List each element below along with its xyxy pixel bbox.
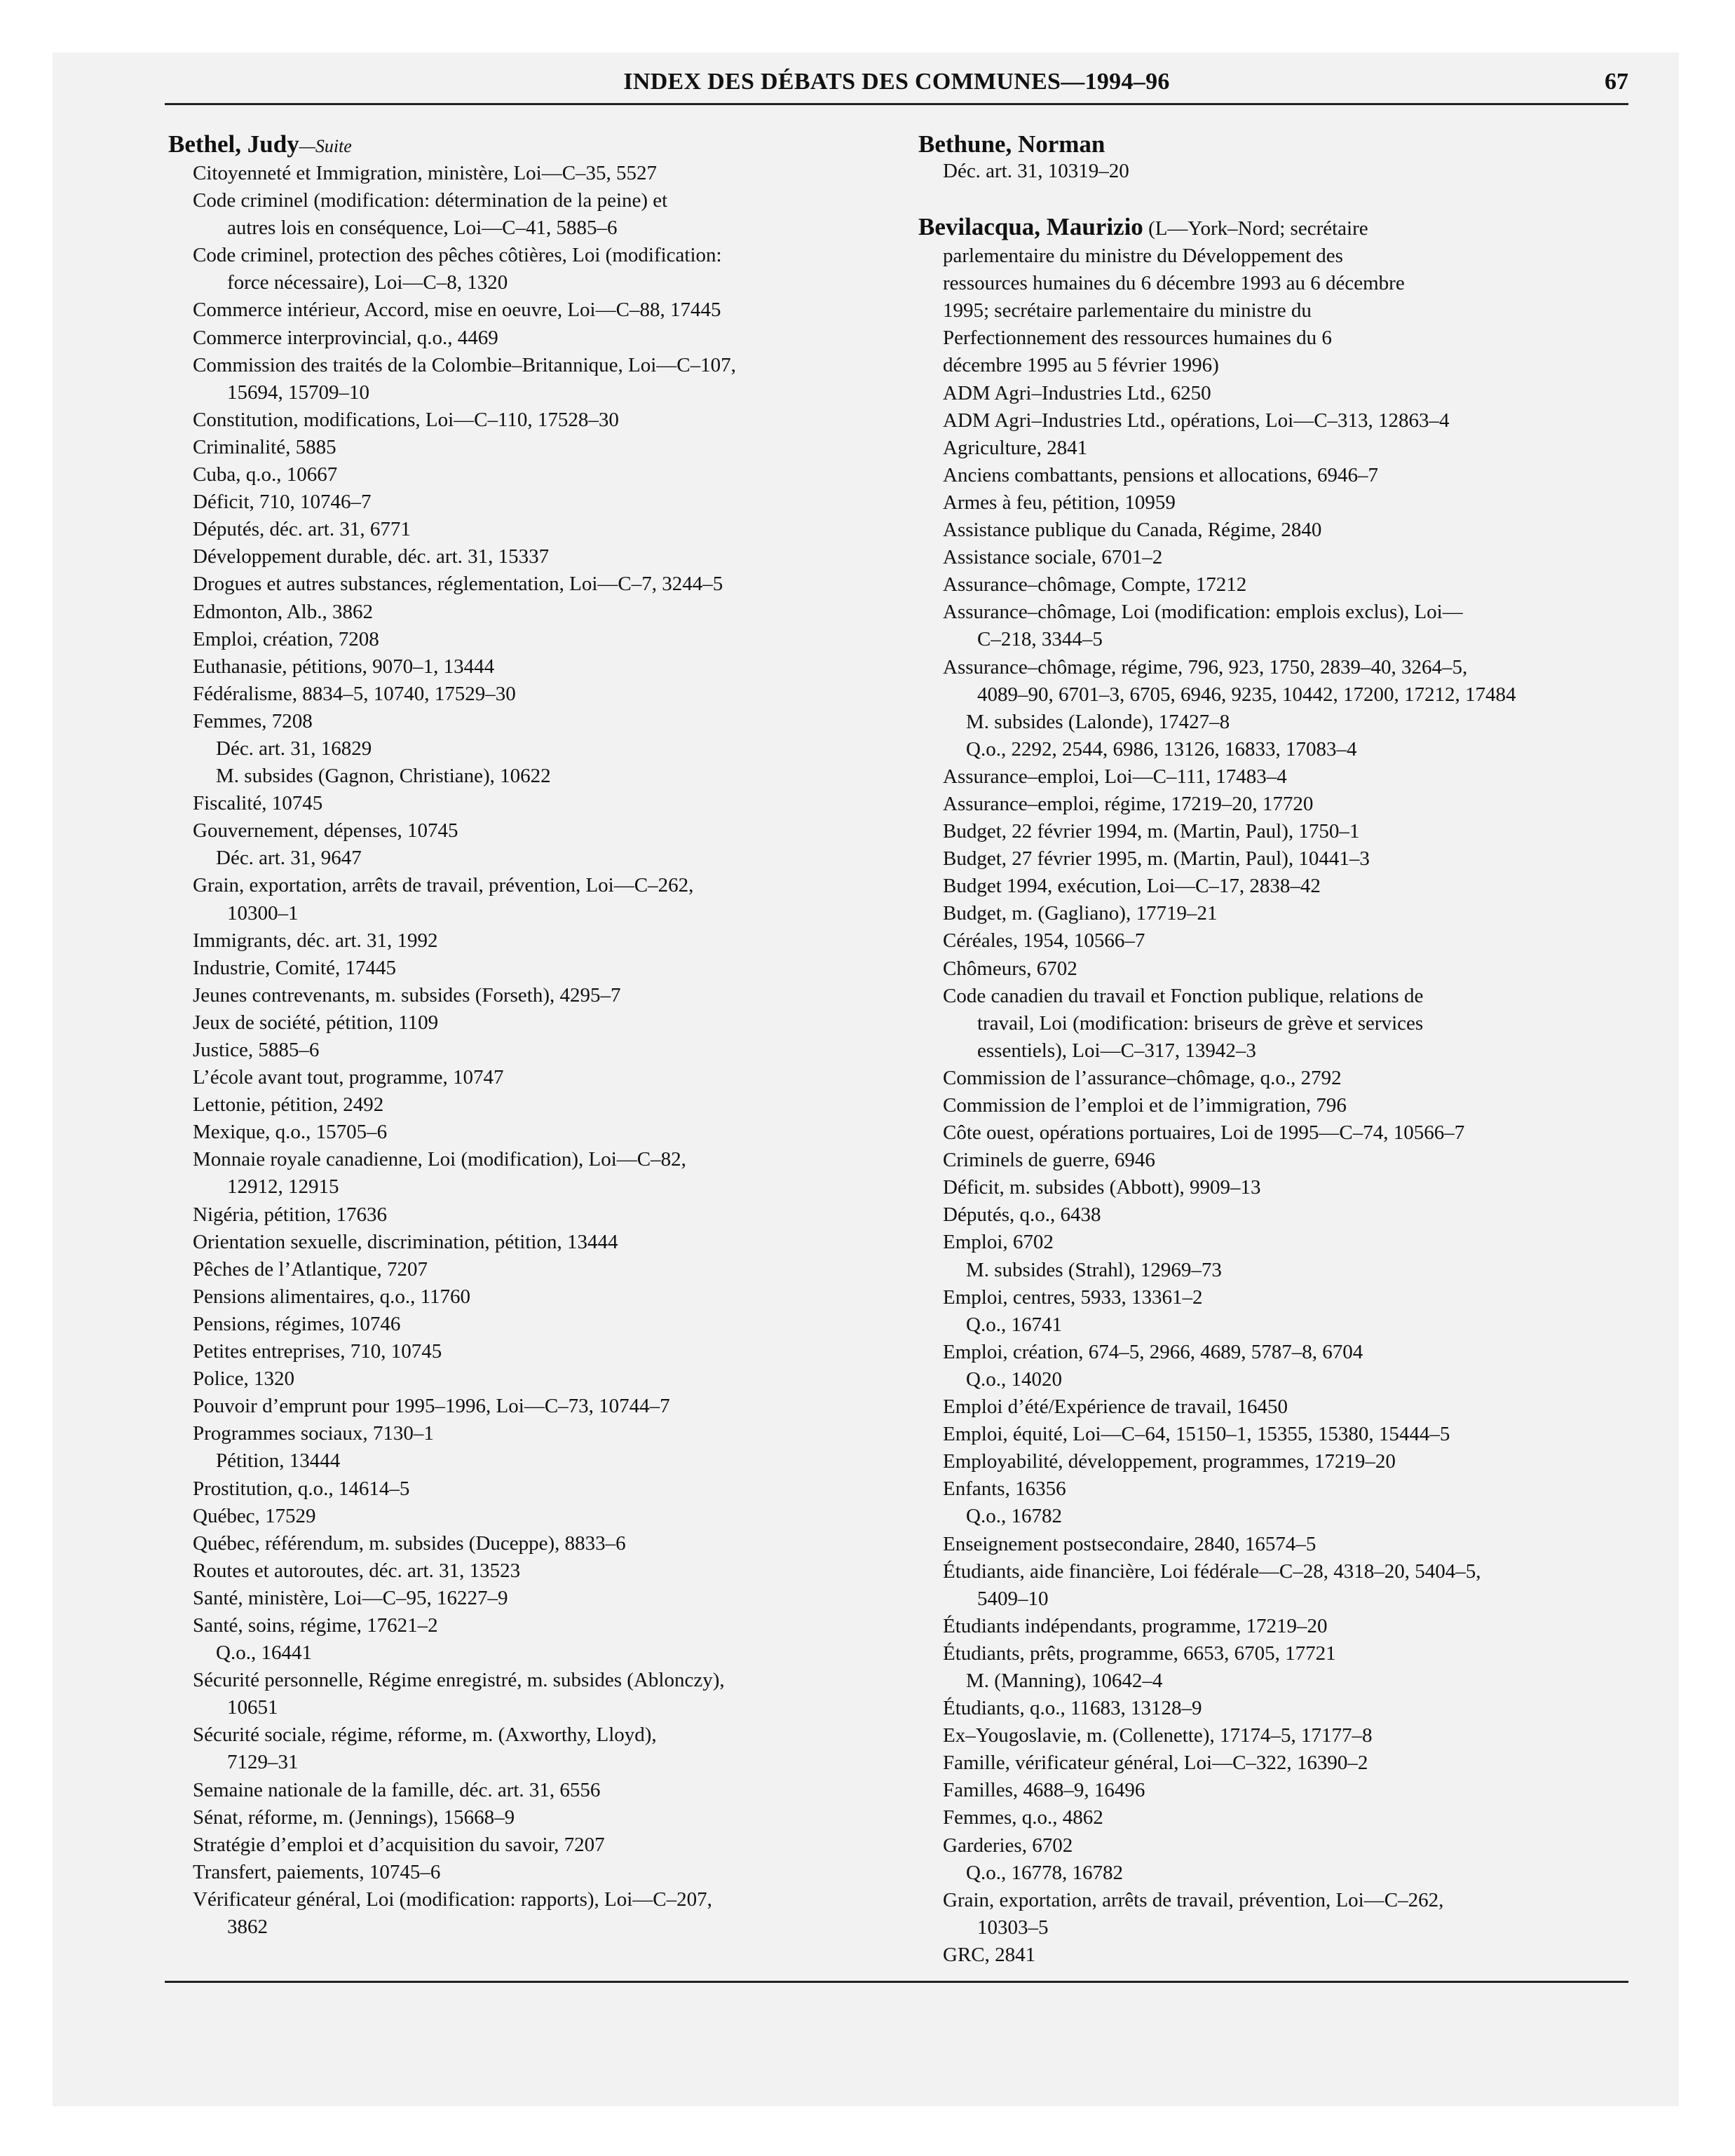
heading-name: Bevilacqua, Maurizio [918, 213, 1143, 241]
index-entry: Sécurité sociale, régime, réforme, m. (Axworthy, Lloyd), [193, 1724, 657, 1747]
index-entry: Développement durable, déc. art. 31, 15337 [193, 545, 550, 568]
index-entry: Sécurité personnelle, Régime enregistré, m. subsides (Ablonczy), [193, 1669, 725, 1692]
index-entry: Monnaie royale canadienne, Loi (modification), Loi—C–82, [193, 1148, 686, 1171]
index-entry: Commerce intérieur, Accord, mise en oeuvre, Loi—C–88, 17445 [193, 299, 721, 322]
index-entry: Assurance–chômage, régime, 796, 923, 1750, 2839–40, 3264–5, [943, 655, 1468, 678]
index-entry: Grain, exportation, arrêts de travail, prévention, Loi—C–262, [943, 1888, 1444, 1911]
index-entry: Code criminel, protection des pêches côtières, Loi (modification: [193, 244, 722, 267]
index-entry: Emploi, centres, 5933, 13361–2 [943, 1285, 1203, 1309]
footer-rule [165, 1981, 1628, 1983]
index-heading-bethune: Bethune, Norman [918, 130, 1105, 158]
index-entry: Emploi, création, 674–5, 2966, 4689, 5787–8, 6704 [943, 1340, 1363, 1363]
index-entry-continuation: 15694, 15709–10 [227, 381, 369, 404]
index-entry: Jeunes contrevenants, m. subsides (Forseth), 4295–7 [193, 983, 621, 1007]
index-entry: Emploi, création, 7208 [193, 627, 379, 650]
page-number: 67 [1605, 69, 1628, 95]
index-entry: Police, 1320 [193, 1367, 294, 1391]
index-entry: Étudiants, prêts, programme, 6653, 6705, 17721 [943, 1642, 1336, 1665]
heading-role-continuation: ressources humaines du 6 décembre 1993 au 6 décembre [943, 272, 1405, 295]
heading-suite: —Suite [299, 136, 352, 156]
index-entry: Criminalité, 5885 [193, 435, 336, 458]
index-entry: Céréales, 1954, 10566–7 [943, 929, 1145, 953]
index-entry: Santé, soins, régime, 17621–2 [193, 1613, 438, 1637]
index-entry-continuation: travail, Loi (modification: briseurs de grève et services [977, 1011, 1424, 1035]
index-entry: Cuba, q.o., 10667 [193, 463, 338, 486]
index-subentry: Q.o., 2292, 2544, 6986, 13126, 16833, 17083–4 [966, 737, 1357, 760]
index-entry-continuation: 10303–5 [977, 1916, 1049, 1939]
index-subentry: Déc. art. 31, 16829 [216, 737, 372, 760]
index-entry-continuation: autres lois en conséquence, Loi—C–41, 5885–6 [227, 217, 618, 240]
index-entry: Sénat, réforme, m. (Jennings), 15668–9 [193, 1806, 515, 1829]
index-entry: Agriculture, 2841 [943, 436, 1088, 459]
index-entry: Routes et autoroutes, déc. art. 31, 13523 [193, 1559, 521, 1582]
index-entry: Emploi, équité, Loi—C–64, 15150–1, 15355, 15380, 15444–5 [943, 1423, 1450, 1446]
index-entry: Étudiants, aide financière, Loi fédérale—C–28, 4318–20, 5404–5, [943, 1560, 1481, 1583]
index-entry: Fédéralisme, 8834–5, 10740, 17529–30 [193, 682, 516, 705]
index-entry: Code canadien du travail et Fonction publique, relations de [943, 984, 1424, 1007]
index-entry: Gouvernement, dépenses, 10745 [193, 819, 458, 842]
index-entry: Québec, référendum, m. subsides (Duceppe), 8833–6 [193, 1531, 626, 1555]
index-entry: Fiscalité, 10745 [193, 792, 323, 815]
index-entry: Ex–Yougoslavie, m. (Collenette), 17174–5, 17177–8 [943, 1724, 1373, 1747]
index-entry: Assistance publique du Canada, Régime, 2840 [943, 519, 1322, 542]
index-entry-continuation: 5409–10 [977, 1587, 1049, 1610]
index-entry: Emploi d’été/Expérience de travail, 16450 [943, 1396, 1288, 1419]
index-entry: Garderies, 6702 [943, 1834, 1073, 1857]
index-heading-bevilacqua [918, 213, 1633, 243]
index-entry: Chômeurs, 6702 [943, 957, 1077, 980]
index-entry: Transfert, paiements, 10745–6 [193, 1860, 441, 1883]
index-entry: ADM Agri–Industries Ltd., 6250 [943, 381, 1211, 404]
index-entry: Pensions alimentaires, q.o., 11760 [193, 1285, 471, 1308]
index-entry: Assurance–emploi, régime, 17219–20, 17720 [943, 792, 1314, 815]
index-entry: ADM Agri–Industries Ltd., opérations, Loi—C–313, 12863–4 [943, 409, 1450, 432]
index-entry: Emploi, 6702 [943, 1231, 1054, 1254]
index-entry: Pouvoir d’emprunt pour 1995–1996, Loi—C–73, 10744–7 [193, 1395, 670, 1418]
index-entry: Prostitution, q.o., 14614–5 [193, 1477, 410, 1500]
index-entry: Constitution, modifications, Loi—C–110, 17528–30 [193, 408, 619, 431]
index-entry: Commission de l’assurance–chômage, q.o., 2792 [943, 1066, 1342, 1089]
index-entry: Budget, 22 février 1994, m. (Martin, Paul), 1750–1 [943, 820, 1360, 843]
index-entry: Commission des traités de la Colombie–Britannique, Loi—C–107, [193, 353, 736, 376]
index-entry: Edmonton, Alb., 3862 [193, 600, 373, 623]
index-entry: Étudiants, q.o., 11683, 13128–9 [943, 1697, 1202, 1720]
index-entry: L’école avant tout, programme, 10747 [193, 1066, 504, 1089]
index-entry: Déficit, 710, 10746–7 [193, 491, 372, 514]
index-entry: Euthanasie, pétitions, 9070–1, 13444 [193, 655, 495, 678]
heading-role-continuation: parlementaire du ministre du Développement des [943, 245, 1343, 268]
index-entry: Assistance sociale, 6701–2 [943, 546, 1163, 569]
index-entry: Anciens combattants, pensions et allocations, 6946–7 [943, 463, 1378, 486]
index-subentry: Q.o., 16778, 16782 [966, 1861, 1123, 1884]
index-entry: Déc. art. 31, 10319–20 [943, 160, 1129, 182]
index-entry: Famille, vérificateur général, Loi—C–322, 16390–2 [943, 1752, 1368, 1775]
index-entry: Côte ouest, opérations portuaires, Loi de 1995—C–74, 10566–7 [943, 1121, 1465, 1145]
index-entry: Assurance–chômage, Loi (modification: emplois exclus), Loi— [943, 601, 1463, 624]
index-entry: Code criminel (modification: détermination de la peine) et [193, 189, 668, 212]
index-entry: Québec, 17529 [193, 1504, 316, 1527]
index-entry-continuation: 10651 [227, 1696, 278, 1719]
index-entry: Stratégie d’emploi et d’acquisition du savoir, 7207 [193, 1833, 605, 1856]
heading-role-continuation: décembre 1995 au 5 février 1996) [943, 354, 1219, 377]
left-column [168, 130, 890, 1941]
index-subentry: Déc. art. 31, 9647 [216, 847, 362, 870]
index-entry: Femmes, 7208 [193, 709, 313, 732]
index-entry: GRC, 2841 [943, 1943, 1036, 1966]
index-subentry: M. (Manning), 10642–4 [966, 1669, 1163, 1692]
index-subentry: M. subsides (Gagnon, Christiane), 10622 [216, 765, 551, 788]
index-entry: Familles, 4688–9, 16496 [943, 1779, 1145, 1802]
index-entry: Justice, 5885–6 [193, 1039, 320, 1061]
page-title: INDEX DES DÉBATS DES COMMUNES—1994–96 [623, 69, 1170, 95]
index-entry: Députés, q.o., 6438 [943, 1203, 1101, 1227]
index-subentry: M. subsides (Lalonde), 17427–8 [966, 710, 1230, 733]
index-subentry: M. subsides (Strahl), 12969–73 [966, 1258, 1222, 1281]
index-entry: Vérificateur général, Loi (modification: rapports), Loi—C–207, [193, 1888, 712, 1911]
index-entry-continuation: 3862 [227, 1916, 268, 1938]
index-entry-continuation: 12912, 12915 [227, 1175, 339, 1199]
index-entry: Pêches de l’Atlantique, 7207 [193, 1257, 428, 1281]
index-entry-continuation: 7129–31 [227, 1751, 299, 1774]
index-entry: Drogues et autres substances, réglementation, Loi—C–7, 3244–5 [193, 573, 723, 596]
index-subentry: Q.o., 16741 [966, 1313, 1062, 1336]
index-entry: Étudiants indépendants, programme, 17219–20 [943, 1614, 1328, 1637]
index-entry: Grain, exportation, arrêts de travail, prévention, Loi—C–262, [193, 874, 694, 897]
index-entry: Budget, m. (Gagliano), 17719–21 [943, 902, 1218, 925]
index-entry: Santé, ministère, Loi—C–95, 16227–9 [193, 1586, 508, 1609]
index-entry-continuation: force nécessaire), Loi—C–8, 1320 [227, 271, 508, 294]
index-entry: Députés, déc. art. 31, 6771 [193, 518, 411, 541]
index-entry: Déficit, m. subsides (Abbott), 9909–13 [943, 1176, 1261, 1199]
index-entry: Jeux de société, pétition, 1109 [193, 1011, 439, 1034]
index-entry: Semaine nationale de la famille, déc. art. 31, 6556 [193, 1778, 601, 1801]
index-subentry: Q.o., 14020 [966, 1367, 1062, 1391]
index-entry: Criminels de guerre, 6946 [943, 1149, 1155, 1172]
running-header [165, 69, 1628, 105]
index-entry-continuation: 10300–1 [227, 901, 299, 925]
index-subentry: Pétition, 13444 [216, 1449, 341, 1473]
index-entry: Enfants, 16356 [943, 1478, 1066, 1501]
index-entry: Citoyenneté et Immigration, ministère, Loi—C–35, 5527 [193, 162, 658, 184]
header-rule [165, 103, 1628, 105]
index-entry-continuation: 4089–90, 6701–3, 6705, 6946, 9235, 10442, 17200, 17212, 17484 [977, 683, 1516, 706]
index-entry: Commission de l’emploi et de l’immigration, 796 [943, 1094, 1347, 1117]
index-entry: Commerce interprovincial, q.o., 4469 [193, 326, 498, 349]
index-entry-continuation: essentiels), Loi—C–317, 13942–3 [977, 1039, 1256, 1062]
section-gap [918, 185, 1633, 213]
index-subentry: Q.o., 16441 [216, 1642, 312, 1665]
index-entry: Budget, 27 février 1995, m. (Martin, Paul), 10441–3 [943, 847, 1370, 871]
index-entry: Industrie, Comité, 17445 [193, 956, 396, 979]
heading-name: Bethel, Judy [168, 130, 299, 158]
index-entry: Budget 1994, exécution, Loi—C–17, 2838–42 [943, 875, 1321, 898]
index-entry: Programmes sociaux, 7130–1 [193, 1422, 434, 1445]
heading-role-continuation: Perfectionnement des ressources humaines du 6 [943, 327, 1332, 350]
index-subentry: Q.o., 16782 [966, 1505, 1062, 1528]
index-entry: Orientation sexuelle, discrimination, pétition, 13444 [193, 1230, 618, 1253]
index-entry: Immigrants, déc. art. 31, 1992 [193, 929, 438, 952]
index-entry: Mexique, q.o., 15705–6 [193, 1121, 388, 1144]
index-entry: Armes à feu, pétition, 10959 [943, 491, 1176, 514]
index-entry: Enseignement postsecondaire, 2840, 16574–5 [943, 1532, 1316, 1555]
index-entry: Assurance–chômage, Compte, 17212 [943, 573, 1247, 596]
index-heading-bethel [168, 130, 890, 160]
heading-role-continuation: 1995; secrétaire parlementaire du ministre du [943, 299, 1312, 322]
index-entry: Employabilité, développement, programmes, 17219–20 [943, 1450, 1396, 1473]
index-entry-continuation: C–218, 3344–5 [977, 628, 1103, 651]
index-entry: Petites entreprises, 710, 10745 [193, 1340, 442, 1363]
index-entry: Assurance–emploi, Loi—C–111, 17483–4 [943, 765, 1287, 788]
index-entry: Pensions, régimes, 10746 [193, 1312, 401, 1335]
heading-role: (L—York–Nord; secrétaire [1143, 217, 1368, 240]
right-column [918, 130, 1633, 1969]
index-entry: Femmes, q.o., 4862 [943, 1806, 1103, 1829]
index-entry: Nigéria, pétition, 17636 [193, 1203, 388, 1226]
index-entry: Lettonie, pétition, 2492 [193, 1093, 384, 1117]
